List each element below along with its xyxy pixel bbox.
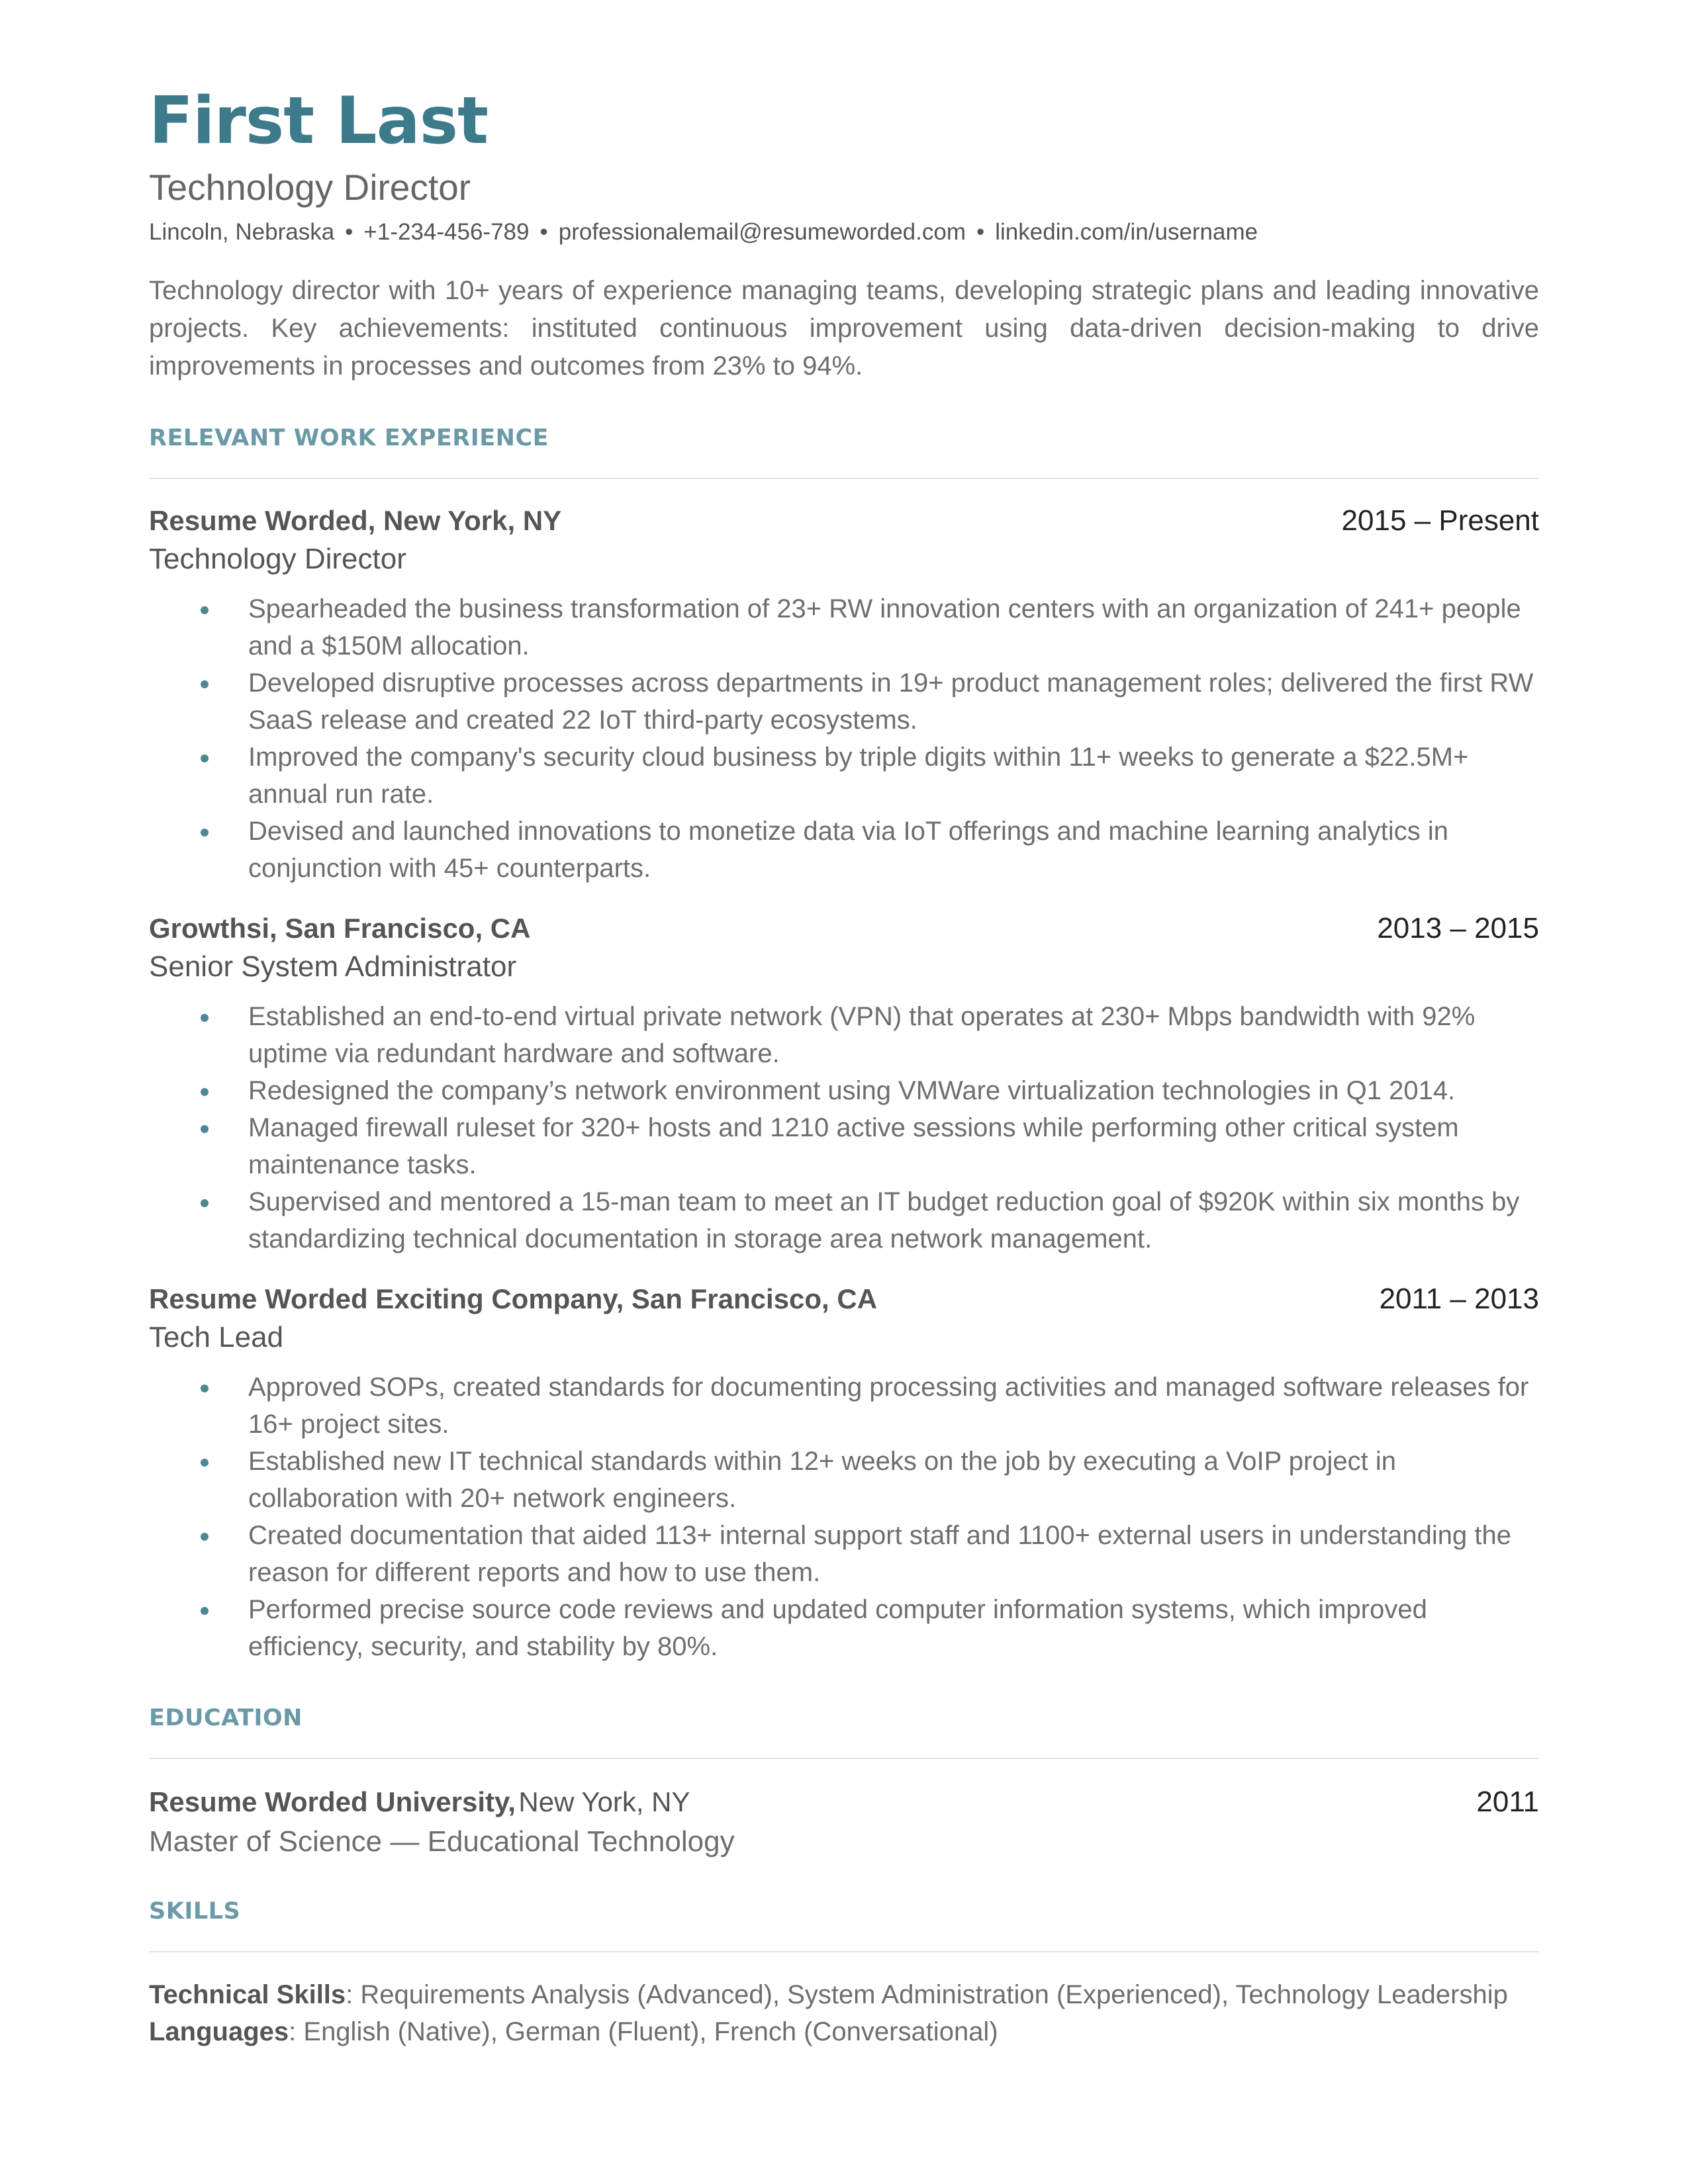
summary-paragraph: Technology director with 10+ years of experience managing teams, developing strategic plans and leading innovative projects. Key achievements: instituted continuous improvement using data-driven decision-making to drive improvements in processes and outcomes from 23% to 94%.: [149, 276, 1539, 381]
job-dates: 2015 – Present: [1341, 504, 1539, 537]
resume-page: [149, 83, 1539, 2050]
job-bullet: [149, 1443, 1539, 1517]
job-bullets: [149, 590, 1539, 887]
job-bullet-text: Performed precise source code reviews and updated computer information systems, which improved efficiency, security, and stability by 80%.: [248, 1595, 1427, 1662]
job-company: Resume Worded Exciting Company, San Francisco, CA: [149, 1283, 878, 1315]
job-dates: 2013 – 2015: [1377, 912, 1539, 945]
job-bullet: [149, 1591, 1539, 1665]
job-bullet-text: Redesigned the company’s network environment using VMWare virtualization technologies in Q1 2014.: [248, 1076, 1456, 1106]
job-bullet-text: Established an end-to-end virtual private network (VPN) that operates at 230+ Mbps bandwidth with 92% uptime via redundant hardware and software.: [248, 1002, 1476, 1069]
job-bullets: [149, 998, 1539, 1257]
contact-email[interactable]: professionalemail@resumeworded.com: [558, 218, 966, 245]
experience-heading: RELEVANT WORK EXPERIENCE: [149, 425, 1539, 479]
job-bullet-text: Spearheaded the business transformation of 23+ RW innovation centers with an organization of 241+ people and a $150M allocation.: [248, 594, 1521, 661]
technical-skills-value: : Requirements Analysis (Advanced), System Administration (Experienced), Technology Leadership: [346, 1980, 1508, 2010]
job-bullet: [149, 1109, 1539, 1183]
job-bullet-text: Established new IT technical standards within 12+ weeks on the job by executing a VoIP project in collaboration with 20+ network engineers.: [248, 1447, 1397, 1514]
job-entry: [149, 1283, 1539, 1665]
job-bullet: [149, 1517, 1539, 1591]
contact-phone: +1-234-456-789: [363, 218, 530, 245]
contact-separator: •: [976, 218, 985, 245]
job-bullet: [149, 1072, 1539, 1109]
job-bullet-text: Developed disruptive processes across departments in 19+ product management roles; delivered the first RW SaaS release and created 22 IoT third-party ecosystems.: [248, 668, 1534, 735]
candidate-headline: Technology Director: [149, 166, 471, 208]
bullet-dot-icon: [201, 1607, 209, 1615]
job-bullets: [149, 1369, 1539, 1665]
job-bullet: [149, 998, 1539, 1072]
education-school-line: [149, 1786, 690, 1818]
job-bullet-text: Managed firewall ruleset for 320+ hosts and 1210 active sessions while performing other critical system maintenance tasks.: [248, 1113, 1459, 1180]
job-company: Resume Worded, New York, NY: [149, 505, 562, 537]
candidate-name: First Last: [149, 83, 488, 159]
bullet-dot-icon: [201, 1014, 209, 1022]
job-bullet: [149, 1183, 1539, 1257]
education-year: 2011: [1476, 1786, 1539, 1819]
bullet-dot-icon: [201, 829, 209, 837]
job-role: Tech Lead: [149, 1321, 284, 1354]
technical-skills-label: Technical Skills: [149, 1980, 346, 2010]
bullet-dot-icon: [201, 606, 209, 614]
contact-line: [149, 217, 1539, 248]
education-degree: Master of Science — Educational Technology: [149, 1825, 735, 1858]
job-dates: 2011 – 2013: [1379, 1283, 1539, 1316]
education-heading: EDUCATION: [149, 1705, 1539, 1759]
technical-skills-line: [149, 1976, 1539, 2013]
job-bullet: [149, 813, 1539, 887]
skills-heading: SKILLS: [149, 1898, 1539, 1952]
contact-location: Lincoln, Nebraska: [149, 218, 335, 245]
education-school: Resume Worded University,: [149, 1786, 516, 1818]
languages-label: Languages: [149, 2017, 289, 2047]
skills-block: [149, 1976, 1539, 2050]
job-bullet: [149, 590, 1539, 664]
job-entry: [149, 912, 1539, 1257]
bullet-dot-icon: [201, 754, 209, 762]
job-bullet: [149, 1369, 1539, 1443]
job-entry: [149, 504, 1539, 887]
job-company: Growthsi, San Francisco, CA: [149, 913, 531, 944]
bullet-dot-icon: [201, 1385, 209, 1392]
job-bullet-text: Approved SOPs, created standards for documenting processing activities and managed software releases for 16+ project sites.: [248, 1373, 1529, 1439]
job-bullet: [149, 664, 1539, 739]
bullet-dot-icon: [201, 1088, 209, 1096]
contact-linkedin[interactable]: linkedin.com/in/username: [995, 218, 1258, 245]
bullet-dot-icon: [201, 1533, 209, 1541]
job-role: Senior System Administrator: [149, 950, 517, 983]
contact-separator: •: [539, 218, 548, 245]
education-location: New York, NY: [518, 1786, 690, 1818]
bullet-dot-icon: [201, 1459, 209, 1467]
bullet-dot-icon: [201, 680, 209, 688]
bullet-dot-icon: [201, 1199, 209, 1207]
bullet-dot-icon: [201, 1125, 209, 1133]
job-bullet: [149, 739, 1539, 813]
education-entry: [149, 1786, 1539, 1858]
job-bullet-text: Supervised and mentored a 15-man team to meet an IT budget reduction goal of $920K within six months by standardizing technical documentation in storage area network management.: [248, 1187, 1520, 1254]
job-role: Technology Director: [149, 543, 406, 576]
job-bullet-text: Created documentation that aided 113+ internal support staff and 1100+ external users in understanding the reason for different reports and how to use them.: [248, 1521, 1511, 1588]
languages-value: : English (Native), German (Fluent), French (Conversational): [289, 2017, 998, 2047]
job-bullet-text: Devised and launched innovations to monetize data via IoT offerings and machine learning analytics in conjunction with 45+ counterparts.: [248, 817, 1448, 884]
languages-line: [149, 2013, 1539, 2050]
contact-separator: •: [345, 218, 353, 245]
job-bullet-text: Improved the company's security cloud business by triple digits within 11+ weeks to generate a $22.5M+ annual run rate.: [248, 743, 1469, 809]
